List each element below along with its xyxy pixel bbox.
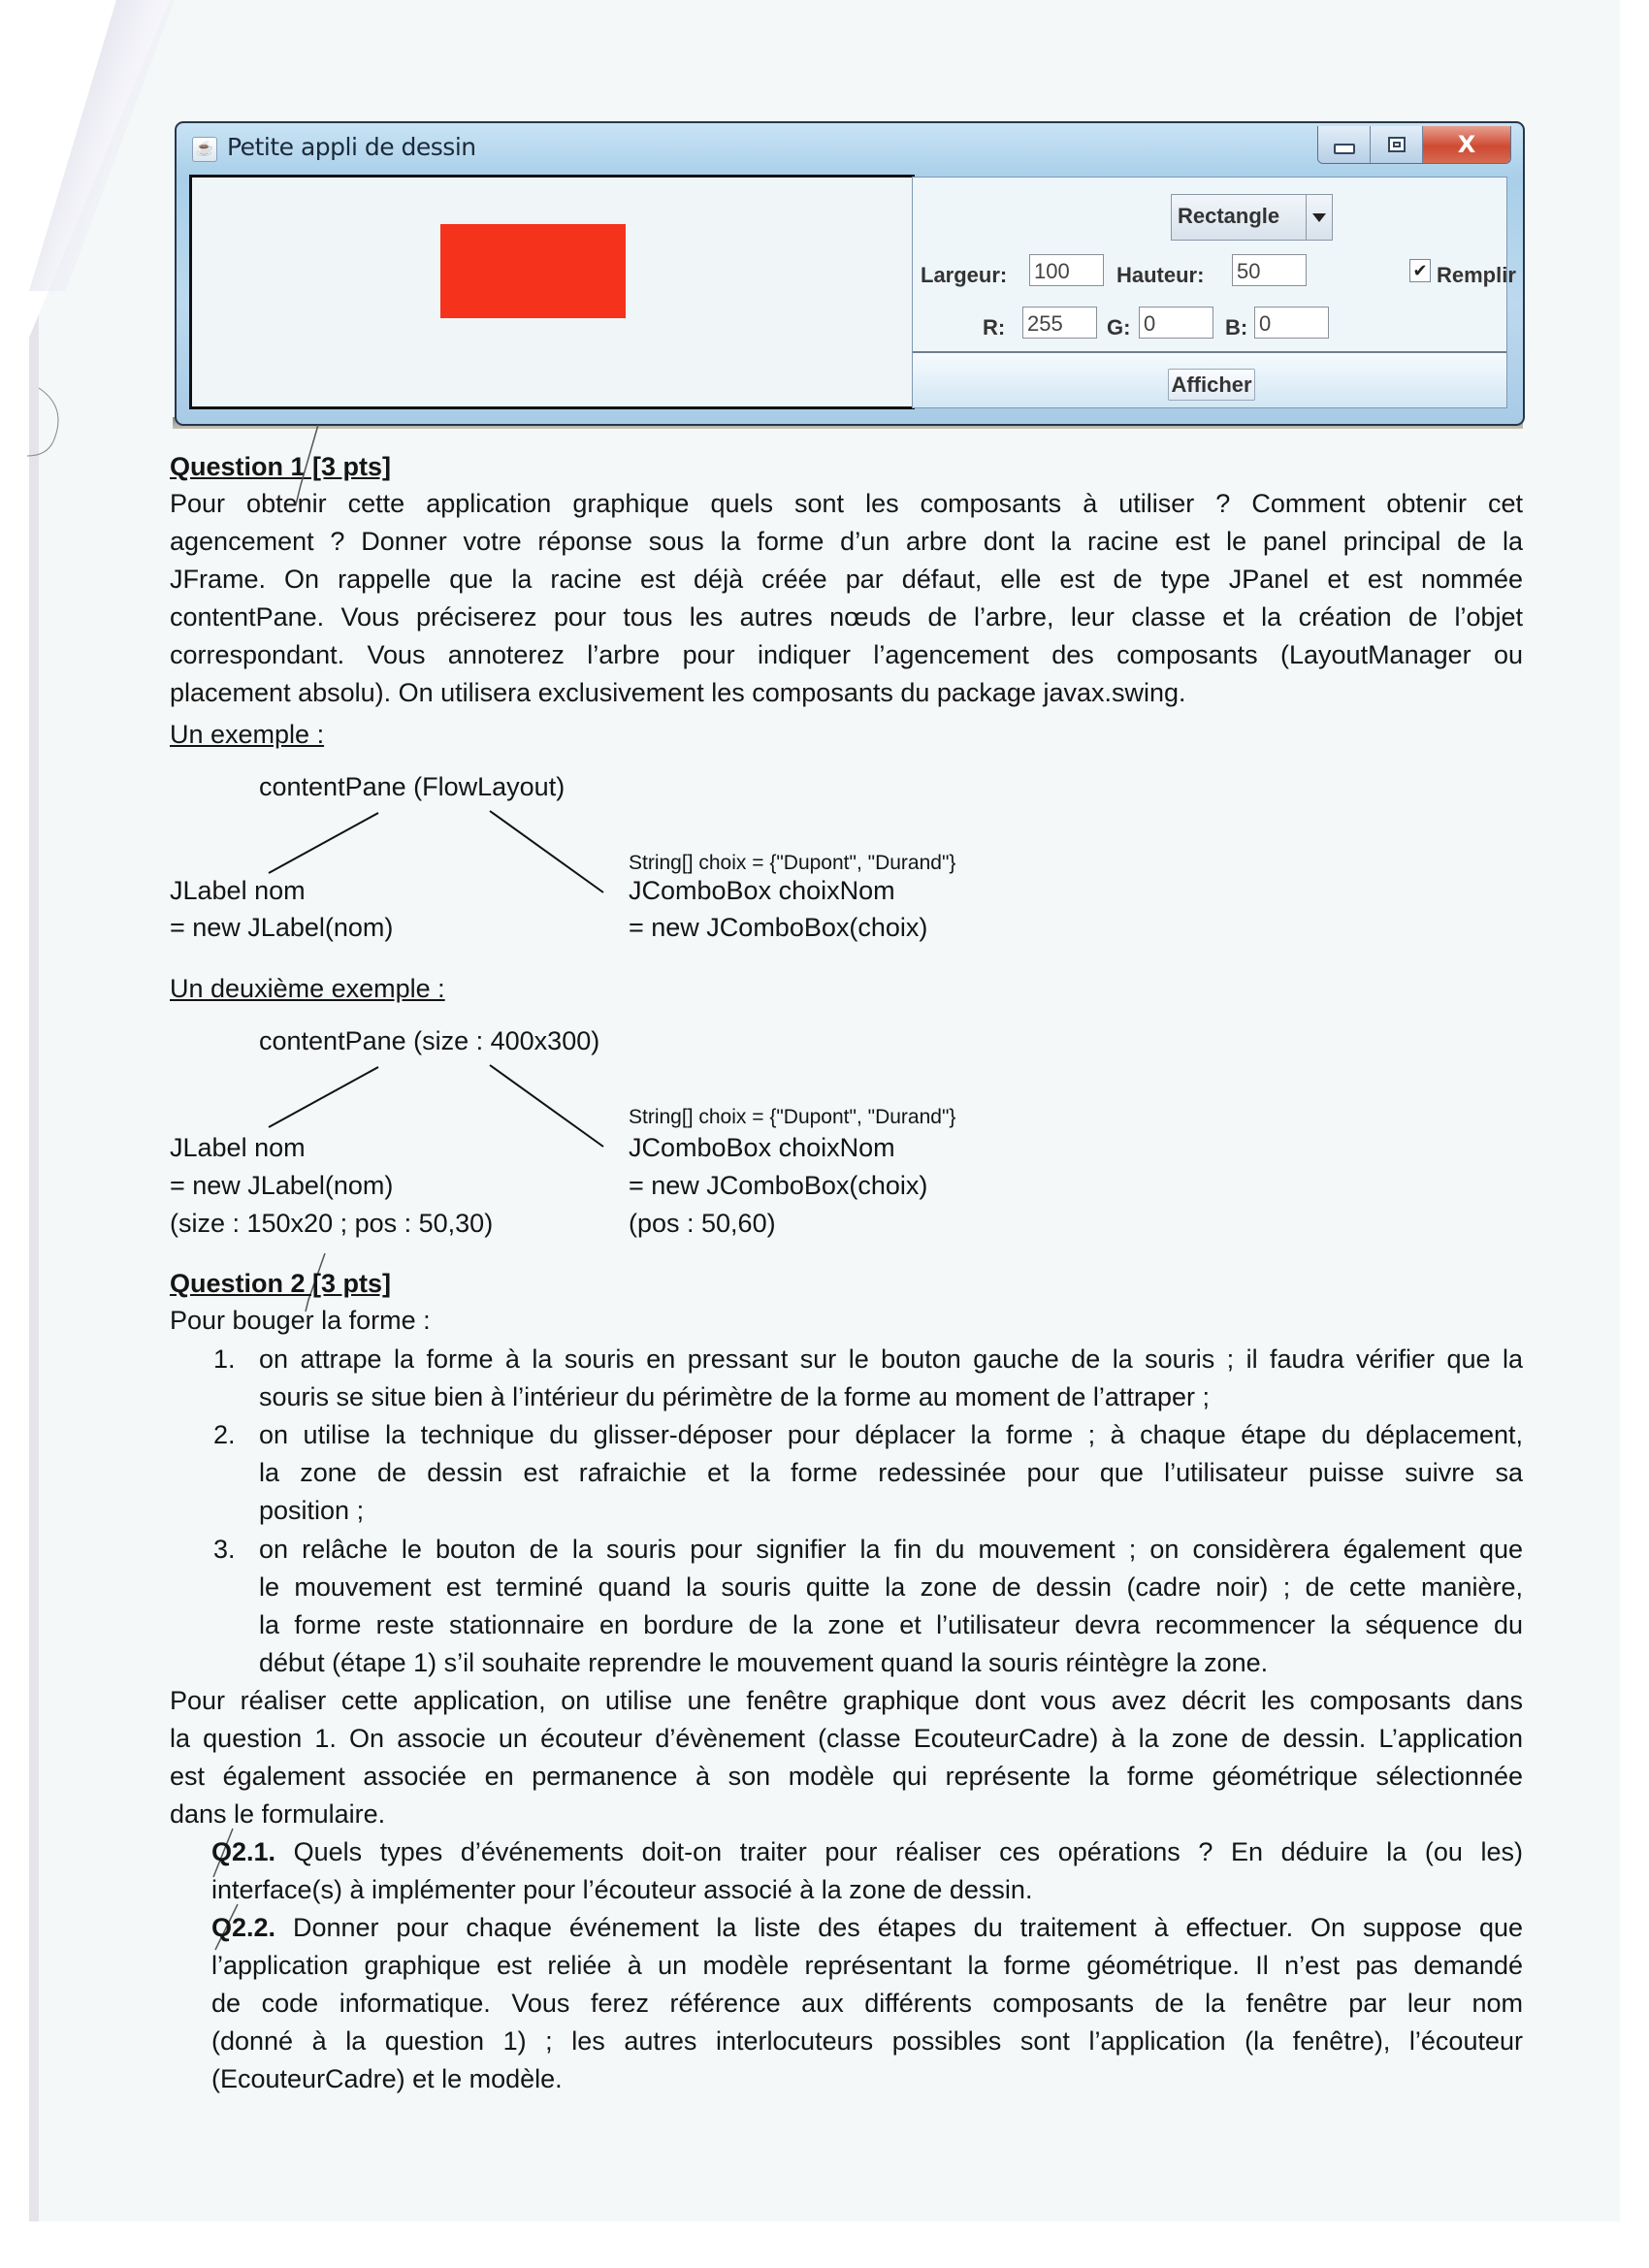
q21-label: Q2.1. (211, 1837, 276, 1866)
tree-edge-left (269, 1067, 378, 1127)
question2-heading: Question 2 [3 pts] (170, 1269, 392, 1298)
q2-para-line: est également associée en permanence à son modèle qui représente la forme géométrique sélectionnée (170, 1762, 1523, 1791)
q2-para-line: Pour réaliser cette application, on utilise une fenêtre graphique dont vous avez décrit les composants dans (170, 1686, 1523, 1715)
q22-line: (donné à la question 1) ; les autres interlocuteurs possibles sont l’application (la fenêtre), l’écouteur (211, 2026, 1523, 2056)
example2-right-node: JComboBox choixNom (629, 1133, 895, 1162)
tree-edge-left (269, 813, 378, 873)
list-number: 1. (213, 1345, 236, 1374)
list-item-line: le mouvement est terminé quand la souris quitte la zone de dessin (cadre noir) ; de cette manière, (259, 1572, 1523, 1602)
list-item-line: on attrape la forme à la souris en pressant sur le bouton gauche de la souris ; il faudra vérifier que la (259, 1345, 1523, 1374)
r-field[interactable]: 255 (1022, 307, 1097, 339)
q1-line: placement absolu). On utilisera exclusivement les composants du package javax.swing. (170, 678, 1186, 707)
pen-mark (27, 388, 58, 456)
example2-title: Un deuxième exemple : (170, 974, 445, 1003)
q21-text: Quels types d’événements doit-on traiter pour réaliser ces opérations ? En déduire la (ou les) (275, 1837, 1523, 1866)
largeur-label: Largeur: (921, 263, 1008, 287)
java-icon: ☕ (192, 137, 217, 162)
afficher-button[interactable]: Afficher (1168, 369, 1255, 401)
example2-left-node-layout: (size : 150x20 ; pos : 50,30) (170, 1209, 494, 1238)
q2-intro: Pour bouger la forme : (170, 1306, 431, 1335)
example1-right-node-creation: = new JComboBox(choix) (629, 913, 928, 942)
b-field[interactable]: 0 (1254, 307, 1329, 339)
q22-line (211, 1915, 1523, 1941)
pen-mark (296, 425, 318, 504)
example1-left-node-creation: = new JLabel(nom) (170, 913, 394, 942)
list-item-line: position ; (259, 1496, 365, 1525)
remplir-checkbox[interactable]: ✔ (1409, 259, 1431, 282)
q1-line: correspondant. Vous annoterez l’arbre pour indiquer l’agencement des composants (LayoutManager ou (170, 640, 1523, 669)
hauteur-label: Hauteur: (1116, 263, 1205, 287)
example1-root-node: contentPane (FlowLayout) (259, 772, 566, 801)
list-item-line: la zone de dessin est rafraichie et la forme redessinée pour que l’utilisateur puisse suivre sa (259, 1458, 1523, 1487)
q1-line: Pour obtenir cette application graphique quels sont les composants à utiliser ? Comment obtenir cet (170, 489, 1523, 518)
q1-line: agencement ? Donner votre réponse sous la forme d’un arbre dont la racine est le panel principal de la (170, 527, 1523, 556)
tree-edge-right (490, 811, 603, 892)
example2-root-node: contentPane (size : 400x300) (259, 1026, 600, 1055)
q22-text: Donner pour chaque événement la liste des étapes du traitement à effectuer. On suppose que (275, 1913, 1523, 1942)
example2-code: String[] choix = {"Dupont", "Durand"} (629, 1106, 956, 1128)
shape-select-value: Rectangle (1172, 195, 1307, 240)
q22-line: l’application graphique est reliée à un modèle représentant la forme géométrique. Il n’est pas demandé (211, 1951, 1523, 1980)
list-item-line: on relâche le bouton de la souris pour signifier la fin du mouvement ; on considèrera également que (259, 1535, 1523, 1564)
tree-edge-right (490, 1065, 603, 1147)
list-item-line: début (étape 1) s’il souhaite reprendre le mouvement quand la souris réintègre la zone. (259, 1648, 1269, 1677)
example2-right-node-layout: (pos : 50,60) (629, 1209, 776, 1238)
example2-left-node-creation: = new JLabel(nom) (170, 1171, 394, 1200)
q2-para-line: la question 1. On associe un écouteur d’évènement (classe EcouteurCadre) à la zone de dessin. L’application (170, 1724, 1523, 1753)
example1-right-node: JComboBox choixNom (629, 876, 895, 905)
b-label: B: (1225, 315, 1248, 340)
example1-code: String[] choix = {"Dupont", "Durand"} (629, 852, 956, 874)
list-number: 2. (213, 1420, 236, 1449)
example2-left-node: JLabel nom (170, 1133, 306, 1162)
list-item-line: souris se situe bien à l’intérieur du périmètre de la forme au moment de l’attraper ; (259, 1382, 1210, 1411)
q22-line: (EcouteurCadre) et le modèle. (211, 2064, 563, 2093)
list-item-line: on utilise la technique du glisser-déposer pour déplacer la forme ; à chaque étape du déplacement, (259, 1420, 1523, 1449)
g-label: G: (1107, 315, 1131, 340)
g-field[interactable]: 0 (1139, 307, 1213, 339)
list-item-line: la forme reste stationnaire en bordure de la zone et l’utilisateur devra recommencer la séquence du (259, 1610, 1523, 1639)
remplir-label: Remplir (1437, 263, 1516, 287)
q1-line: JFrame. On rappelle que la racine est déjà créée par défaut, elle est de type JPanel et est nommée (170, 565, 1523, 594)
close-icon: X (1457, 131, 1476, 158)
question1-heading: Question 1 [3 pts] (170, 452, 392, 481)
q1-line: contentPane. Vous préciserez pour tous les autres nœuds de l’arbre, leur classe et la création de l’objet (170, 602, 1523, 632)
largeur-field[interactable]: 100 (1029, 254, 1104, 286)
example1-title: Un exemple : (170, 720, 325, 749)
q22-label: Q2.2. (211, 1913, 276, 1942)
q21-line (211, 1839, 1523, 1865)
window-title: Petite appli de dessin (227, 133, 476, 161)
hauteur-field[interactable]: 50 (1232, 254, 1307, 286)
r-label: R: (983, 315, 1006, 340)
list-number: 3. (213, 1535, 236, 1564)
example2-right-node-creation: = new JComboBox(choix) (629, 1171, 928, 1200)
example1-left-node: JLabel nom (170, 876, 306, 905)
q22-line: de code informatique. Vous ferez référence aux différents composants de la fenêtre par leur nom (211, 1989, 1523, 2018)
q21-line: interface(s) à implémenter pour l’écouteur associé à la zone de dessin. (211, 1875, 1033, 1904)
q2-para-line: dans le formulaire. (170, 1799, 386, 1829)
